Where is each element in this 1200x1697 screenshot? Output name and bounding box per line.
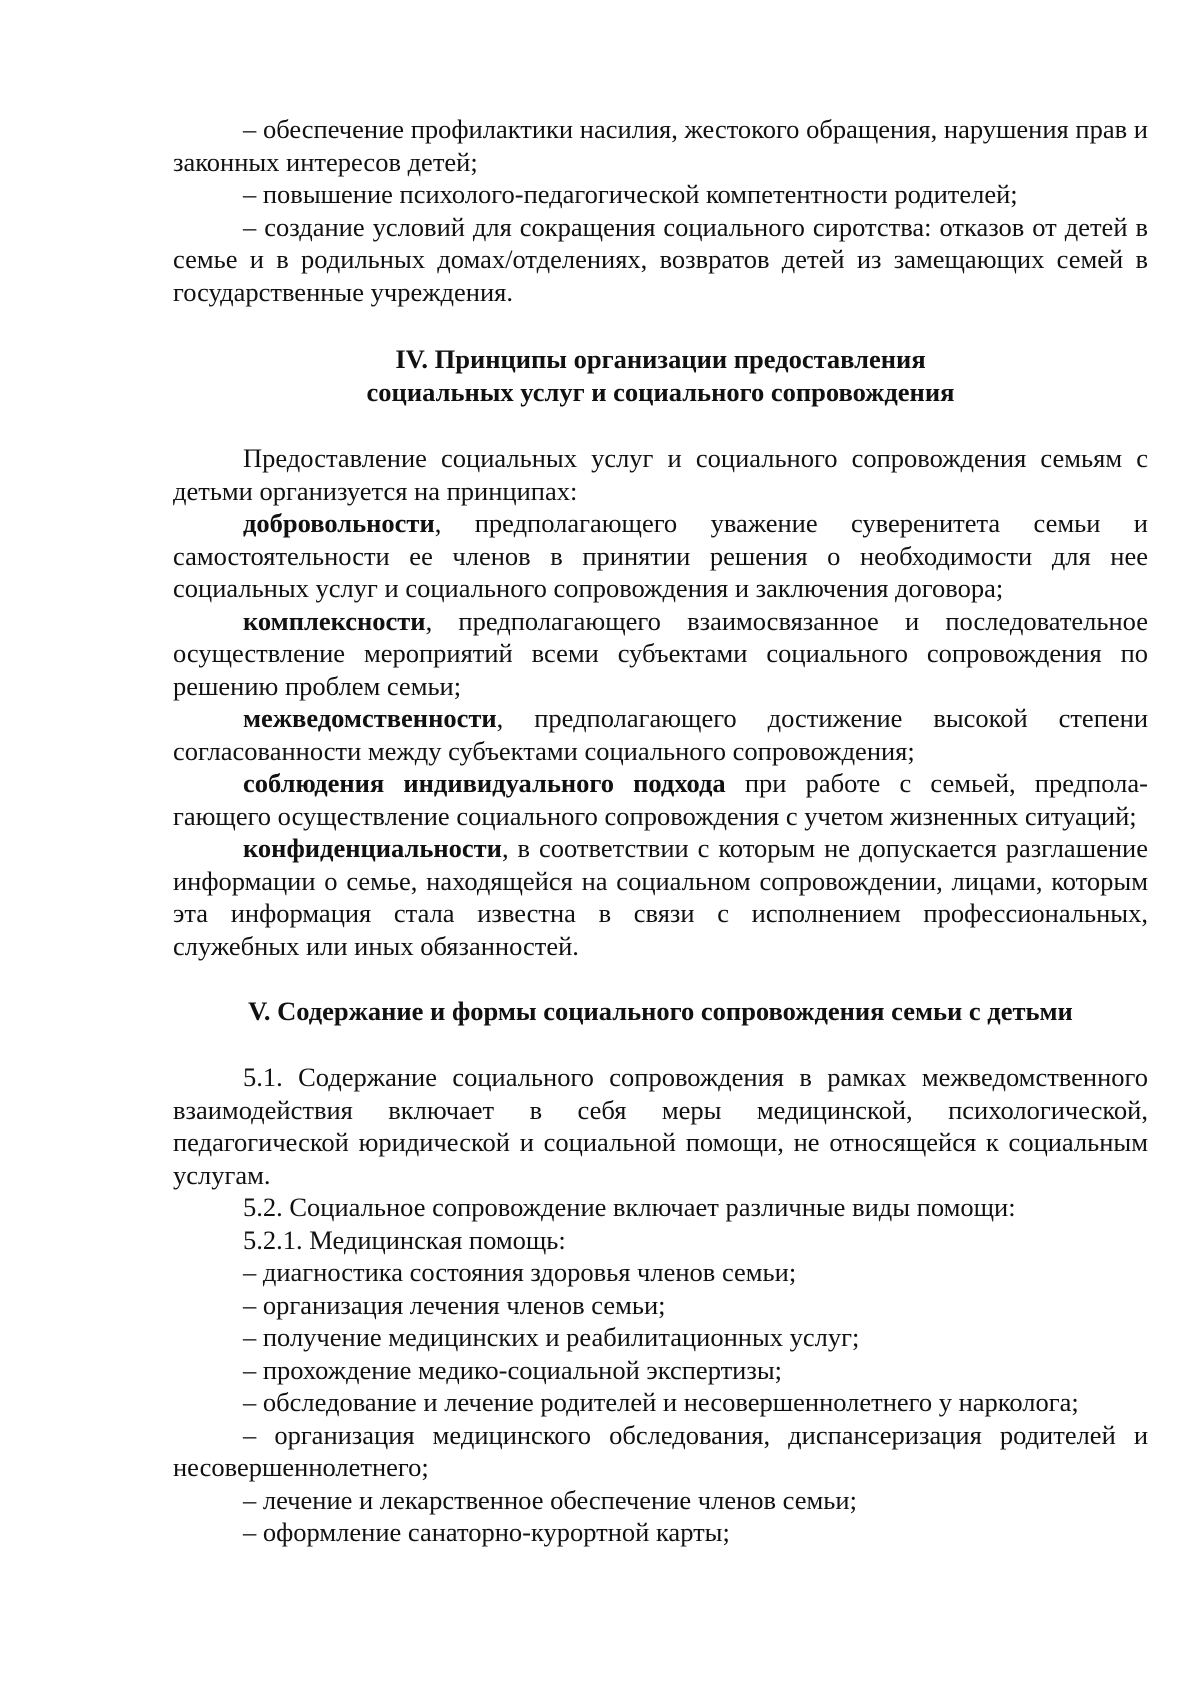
section-5-heading: V. Содержание и формы социального сопровождения семьи с детьми — [248, 996, 1073, 1026]
principle-term: конфиденциальности — [243, 833, 502, 863]
principle-text: , предполагающего достижение высокой степени согласованности между субъектами социального сопровождения; — [173, 703, 1148, 766]
principle-term: добровольности — [243, 508, 435, 538]
principle-text: , в соответствии с которым не допускается разглашение информации о семье, находящейся на социальном сопровождении, лицами, которым эта информация стала известна в связи с исполнением профессиональных, служебных или иных обязанностей. — [173, 833, 1148, 961]
section-4-title-line-2: социальных услуг и социального сопровождения — [366, 377, 955, 407]
medical-item: – организация медицинского обследования, диспансеризация родителей и несовершеннолетнего; — [173, 1419, 1148, 1482]
intro-item-orphanhood-reduction: – создание условий для сокращения социального сиротства: отказов от детей в семье и в родильных домах/отделениях, возвратов детей из замещающих семей в государственные учреждения. — [173, 211, 1148, 307]
medical-item: – оформление санаторно-курортной карты; — [243, 1517, 730, 1547]
section-5-2-paragraph: 5.2. Социальное сопровождение включает различные виды помощи: — [243, 1192, 1016, 1222]
intro-item-violence-prevention: – обеспечение профилактики насилия, жестокого обращения, нарушения прав и законных интересов детей; — [173, 114, 1148, 177]
principle-text: при работе с семьей, предполагающего осуществление социального сопровождения с учетом жизненных ситуаций; — [173, 768, 1148, 831]
principle-individual-approach — [173, 767, 1148, 832]
section-5-2-1-paragraph: 5.2.1. Медицинская помощь: — [243, 1224, 566, 1255]
medical-item: – обследование и лечение родителей и несовершеннолетнего у нарколога; — [243, 1387, 1079, 1417]
medical-item: – прохождение медико-социальной экспертизы; — [243, 1354, 782, 1385]
principle-complexity — [173, 605, 1148, 703]
medical-item: – организация лечения членов семьи; — [243, 1289, 666, 1320]
principle-voluntariness — [173, 507, 1148, 605]
principle-text: , предполагающего взаимосвязанное и последовательное осуществление мероприятий всеми субъектами социального сопровождения по решению проблем семьи; — [173, 605, 1148, 701]
medical-item: – диагностика состояния здоровья членов семьи; — [243, 1257, 797, 1287]
section-4-heading — [173, 343, 1148, 409]
section-4-title-line-1: IV. Принципы организации предоставления — [395, 344, 926, 374]
principle-term: комплексности — [243, 605, 426, 636]
section-5-1-paragraph: 5.1. Содержание социального сопровождения в рамках межведомственного взаимодействия включает в себя меры медицинской, психологической, педагогической юридической и социальной помощи, не относящейся к социальным услугам. — [173, 1062, 1148, 1190]
document-page — [173, 113, 1148, 1549]
principle-text: , предполагающего уважение суверенитета семьи и самостоятельности ее членов в принятии решения о необходимости для нее социальных услуг и социального сопровождения и заключения договора; — [173, 508, 1148, 603]
section-4-lead: Предоставление социальных услуг и социального сопровождения семьям с детьми организуется на принципах: — [173, 443, 1148, 506]
principle-interagency — [173, 702, 1148, 767]
medical-item: – получение медицинских и реабилитационных услуг; — [243, 1322, 860, 1352]
principle-term: межведомственности — [243, 703, 497, 733]
principle-term: соблюдения индивидуального подхода — [243, 768, 726, 798]
medical-item: – лечение и лекарственное обеспечение членов семьи; — [243, 1484, 857, 1515]
principle-confidentiality — [173, 832, 1148, 962]
intro-item-parent-competence: – повышение психолого-педагогической компетентности родителей; — [243, 179, 1018, 209]
